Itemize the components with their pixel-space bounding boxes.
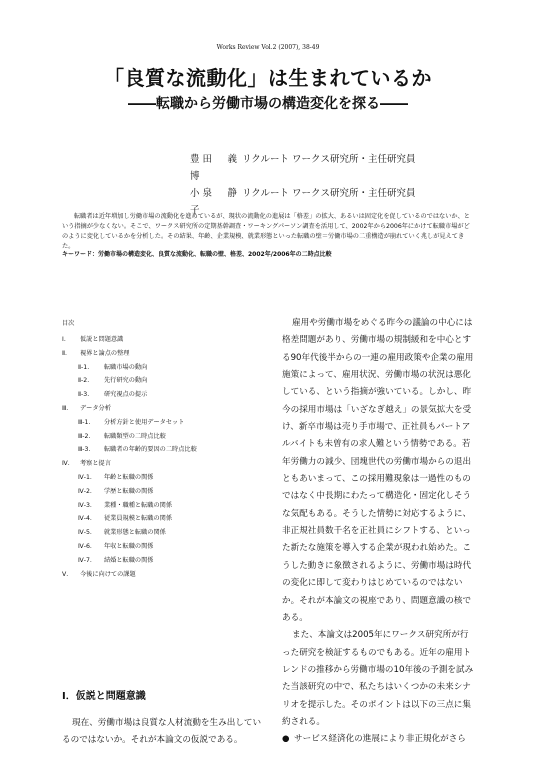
author-affiliation: リクルート ワークス研究所・主任研究員 — [242, 154, 416, 165]
author-list — [190, 151, 415, 219]
keywords: キーワード：労働市場の構造変化、良質な流動化、転職の壁、格差、2002年/2006年の二時点比較 — [62, 251, 332, 258]
toc-item-label: 転職類型の二時点比較 — [104, 432, 166, 440]
bullet-text: サービス経済化の進展により非正規化がさら — [294, 734, 466, 745]
section-heading: Ⅰ．仮説と問題意識 — [62, 691, 146, 702]
bullet-item — [282, 731, 474, 748]
toc-item-label: 仮説と問題意識 — [80, 336, 124, 343]
toc-item-label: 従業員規模と転職の関係 — [104, 515, 173, 523]
toc-item-number: Ⅱ. — [62, 349, 68, 357]
toc-item — [62, 388, 262, 402]
toc-item-label: 就業形態と転職の関係 — [104, 529, 166, 537]
author-name: 小泉 静子 — [190, 188, 241, 216]
toc-item-label: 年収と転職の関係 — [104, 542, 154, 550]
author-name: 豊田 義博 — [190, 154, 241, 182]
body-paragraph: 雇用や労働市場をめぐる昨今の議論の中心には格差問題があり、労働市場の規制緩和を中心とする90年代後半からの一連の雇用政策や企業の雇用施策によって、雇用状況、労働市場の状況は悪化している、という指摘が強いている。しかし、昨今の採用市場は「いざなぎ越え」の景気拡大を受け、新卒市場は売り手市場で、正社員もパートアルバイトも未曽有の求人難という情勢である。若年労働力の減少、団塊世代の労働市場からの退出ともあいまって、この採用難現象は一過性のものではなく中長期にわたって構造化・固定化しそうな気配もある。そうした情勢に対応するように、非正規社員数千名を正社員にシフトする、といった新たな施策を導入する企業が現われ始めた。こうした動きに象徴されるように、労働市場は時代の変化に即して変わりはじめているのではないか。それが本論文の視座であり、問題意識の核である。 — [282, 318, 474, 623]
toc-item — [62, 512, 262, 526]
toc-item — [62, 443, 262, 457]
toc-item — [62, 374, 262, 388]
toc-item-number: Ⅳ-4. — [78, 515, 92, 523]
toc-item-label: 考察と提言 — [80, 460, 111, 468]
toc-item — [62, 568, 262, 582]
toc-item-label: 転職市場の動向 — [104, 363, 148, 371]
abstract: 転職者は近年増加し労働市場の流動化を進めているが、現状の流動化の進展は「格差」の拡大、あるいは固定化を促しているのではないか、という指摘が少なくない。そこで、ワークス研究所の定期基幹調査・ワーキングパーソン調査を活用して、2002年から2006年にかけて転職市場がどのように変化しているかを分析した。その結果、年齢、企業規模、就業形態といった転職の壁＝労働市場の二重構造が崩れていく兆しが見えてきた。 — [62, 213, 470, 250]
toc-item-number: Ⅳ-5. — [78, 529, 92, 537]
toc-item-label: 結婚と転職の関係 — [104, 556, 154, 564]
author-affiliation: リクルート ワークス研究所・主任研究員 — [242, 188, 416, 199]
toc-item-number: Ⅴ. — [62, 570, 69, 578]
toc-item-label: 先行研究の動向 — [104, 377, 148, 385]
toc-item-number: Ⅳ-2. — [78, 487, 92, 495]
table-of-contents — [62, 318, 262, 581]
toc-item — [62, 361, 262, 375]
right-column — [282, 315, 474, 749]
toc-item-label: 業種・職種と転職の関係 — [104, 501, 173, 509]
page-subtitle: ――転職から労働市場の構造変化を探る―― — [128, 96, 408, 112]
toc-item — [62, 430, 262, 444]
toc-item-number: Ⅰ. — [62, 336, 66, 343]
toc-item-number: Ⅳ-3. — [78, 501, 92, 509]
toc-item-number: Ⅲ-2. — [78, 432, 91, 440]
toc-item — [62, 540, 262, 554]
toc-item-number: Ⅳ-6. — [78, 542, 92, 550]
toc-item-label: 転職者の年齢的要因の二時点比較 — [104, 446, 197, 454]
toc-item — [62, 485, 262, 499]
author-row — [190, 151, 415, 185]
body-paragraph: また、本論文は2005年にワークス研究所が行った研究を検証するものでもある。近年の雇用トレンドの推移から労働市場の10年後の予測を試みた当該研究の中で、私たちはいくつかの未来シナリオを提示した。そのポイントは以下の三点に集約される。 — [282, 630, 474, 727]
toc-item — [62, 347, 262, 361]
toc-item — [62, 554, 262, 568]
toc-item-label: 年齢と転職の関係 — [104, 473, 154, 481]
toc-item — [62, 333, 262, 347]
toc-item-number: Ⅳ-1. — [78, 473, 92, 481]
bullet-icon: ● — [282, 734, 290, 745]
section-body: 現在、労働市場は良質な人材流動を生み出しているのではないか。それが本論文の仮説である。 — [62, 718, 262, 745]
toc-item — [62, 416, 262, 430]
toc-item-label: データ分析 — [80, 404, 111, 412]
toc-item-label: 分析方針と使用データセット — [104, 418, 185, 426]
toc-item — [62, 526, 262, 540]
toc-item — [62, 402, 262, 416]
toc-item-label: 学歴と転職の関係 — [104, 487, 154, 495]
toc-item-label: 視界と論点の整理 — [80, 349, 130, 357]
toc-item-label: 研究視点の提示 — [104, 391, 148, 399]
toc-item — [62, 457, 262, 471]
journal-header: Works Review Vol.2 (2007), 38-49 — [216, 44, 320, 51]
toc-list — [62, 333, 262, 581]
toc-item-number: Ⅱ-2. — [78, 377, 90, 385]
page-title: 「良質な流動化」は生まれているか — [104, 66, 432, 90]
toc-item-number: Ⅱ-1. — [78, 363, 90, 371]
toc-heading: 目次 — [62, 320, 75, 327]
toc-item-number: Ⅱ-3. — [78, 391, 90, 399]
toc-item — [62, 471, 262, 485]
toc-item-number: Ⅲ-3. — [78, 446, 91, 454]
toc-item-number: Ⅲ-1. — [78, 418, 91, 426]
toc-item-number: Ⅳ-7. — [78, 556, 92, 564]
toc-item-number: Ⅳ. — [62, 460, 70, 468]
toc-item-number: Ⅲ. — [62, 404, 69, 412]
toc-item-label: 今後に向けての課題 — [80, 570, 136, 578]
toc-item — [62, 499, 262, 513]
